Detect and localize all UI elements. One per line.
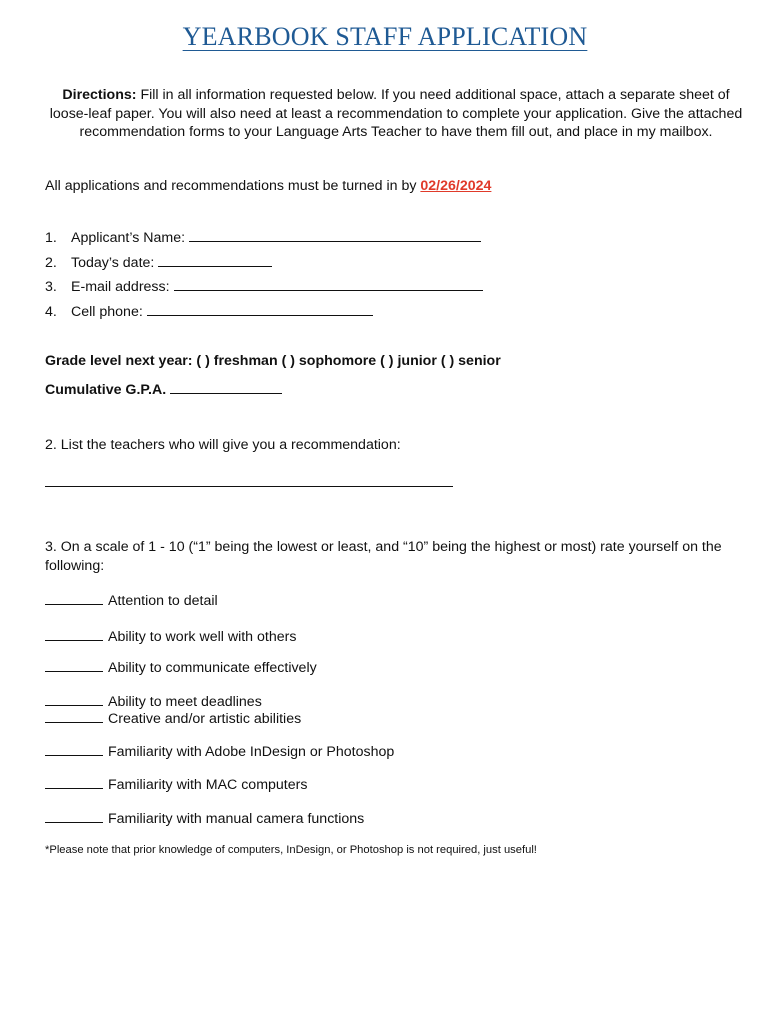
field-cell-phone: [45, 301, 483, 326]
gpa-label: Cumulative G.P.A.: [45, 382, 171, 398]
field-number: 3.: [45, 279, 57, 295]
rating-blank[interactable]: [45, 691, 103, 706]
rating-blank[interactable]: [45, 708, 103, 723]
rating-label: Creative and/or artistic abilities: [108, 711, 302, 727]
deadline-statement: [45, 178, 491, 194]
rating-item: [45, 590, 218, 609]
grade-option-junior[interactable]: ( ) junior: [380, 353, 437, 369]
field-number: 4.: [45, 303, 57, 320]
teachers-recommendation-field[interactable]: [45, 486, 453, 487]
rating-blank[interactable]: [45, 774, 103, 789]
field-email-address: [45, 276, 483, 301]
field-todays-date: [45, 252, 483, 277]
directions-paragraph: [44, 86, 748, 142]
field-label: Cell phone:: [71, 303, 147, 320]
grade-level-row: [45, 353, 501, 369]
rating-item: [45, 708, 301, 727]
cell-phone-field[interactable]: [147, 301, 373, 316]
page-title: [0, 22, 770, 52]
page-title-text: YEARBOOK STAFF APPLICATION: [182, 22, 588, 51]
rating-label: Ability to meet deadlines: [108, 694, 262, 710]
field-label: Today’s date:: [71, 254, 159, 271]
question-2: 2. List the teachers who will give you a recommendation:: [45, 437, 401, 453]
field-label: Applicant’s Name:: [71, 230, 190, 246]
rating-blank[interactable]: [45, 808, 103, 823]
grade-option-freshman[interactable]: ( ) freshman: [196, 353, 278, 369]
directions-text: Fill in all information requested below. If you need additional space, attach a separate sheet of loose-leaf paper. You will also need at least a recommendation to complete your application. Give the attached recommendation forms to your Language Arts Teacher to have them fill out, and place in my mailbox.: [49, 87, 743, 140]
field-number: 1.: [45, 230, 57, 246]
applicant-info-list: [45, 227, 483, 325]
gpa-field[interactable]: [170, 379, 282, 394]
rating-label: Familiarity with Adobe InDesign or Photoshop: [108, 744, 395, 760]
deadline-text: All applications and recommendations must be turned in by: [45, 178, 421, 194]
directions-label: Directions:: [62, 87, 137, 103]
rating-item: [45, 741, 394, 760]
rating-label: Ability to work well with others: [108, 629, 297, 645]
rating-blank[interactable]: [45, 626, 103, 641]
gpa-row: [45, 379, 282, 398]
rating-blank[interactable]: [45, 741, 103, 756]
question-3: 3. On a scale of 1 - 10 (“1” being the lowest or least, and “10” being the highest or most) rate yourself on the following:: [45, 539, 722, 574]
rating-blank[interactable]: [45, 590, 103, 605]
rating-label: Attention to detail: [108, 593, 218, 609]
field-applicant-name: [45, 227, 483, 252]
rating-label: Familiarity with MAC computers: [108, 777, 308, 793]
rating-item: [45, 657, 317, 676]
rating-item: [45, 626, 296, 645]
field-label: E-mail address:: [71, 279, 174, 295]
rating-label: Familiarity with manual camera functions: [108, 811, 365, 827]
grade-level-label: Grade level next year:: [45, 353, 197, 369]
rating-blank[interactable]: [45, 657, 103, 672]
deadline-date: 02/26/2024: [420, 178, 492, 194]
rating-label: Ability to communicate effectively: [108, 660, 317, 676]
field-number: 2.: [45, 254, 57, 271]
rating-item: [45, 808, 364, 827]
rating-item: [45, 774, 307, 793]
grade-option-sophomore[interactable]: ( ) sophomore: [281, 353, 377, 369]
grade-option-senior[interactable]: ( ) senior: [440, 353, 501, 369]
applicant-name-field[interactable]: [189, 227, 481, 242]
footnote: *Please note that prior knowledge of computers, InDesign, or Photoshop is not required, just useful!: [45, 844, 537, 856]
todays-date-field[interactable]: [158, 252, 272, 267]
email-address-field[interactable]: [174, 276, 483, 291]
